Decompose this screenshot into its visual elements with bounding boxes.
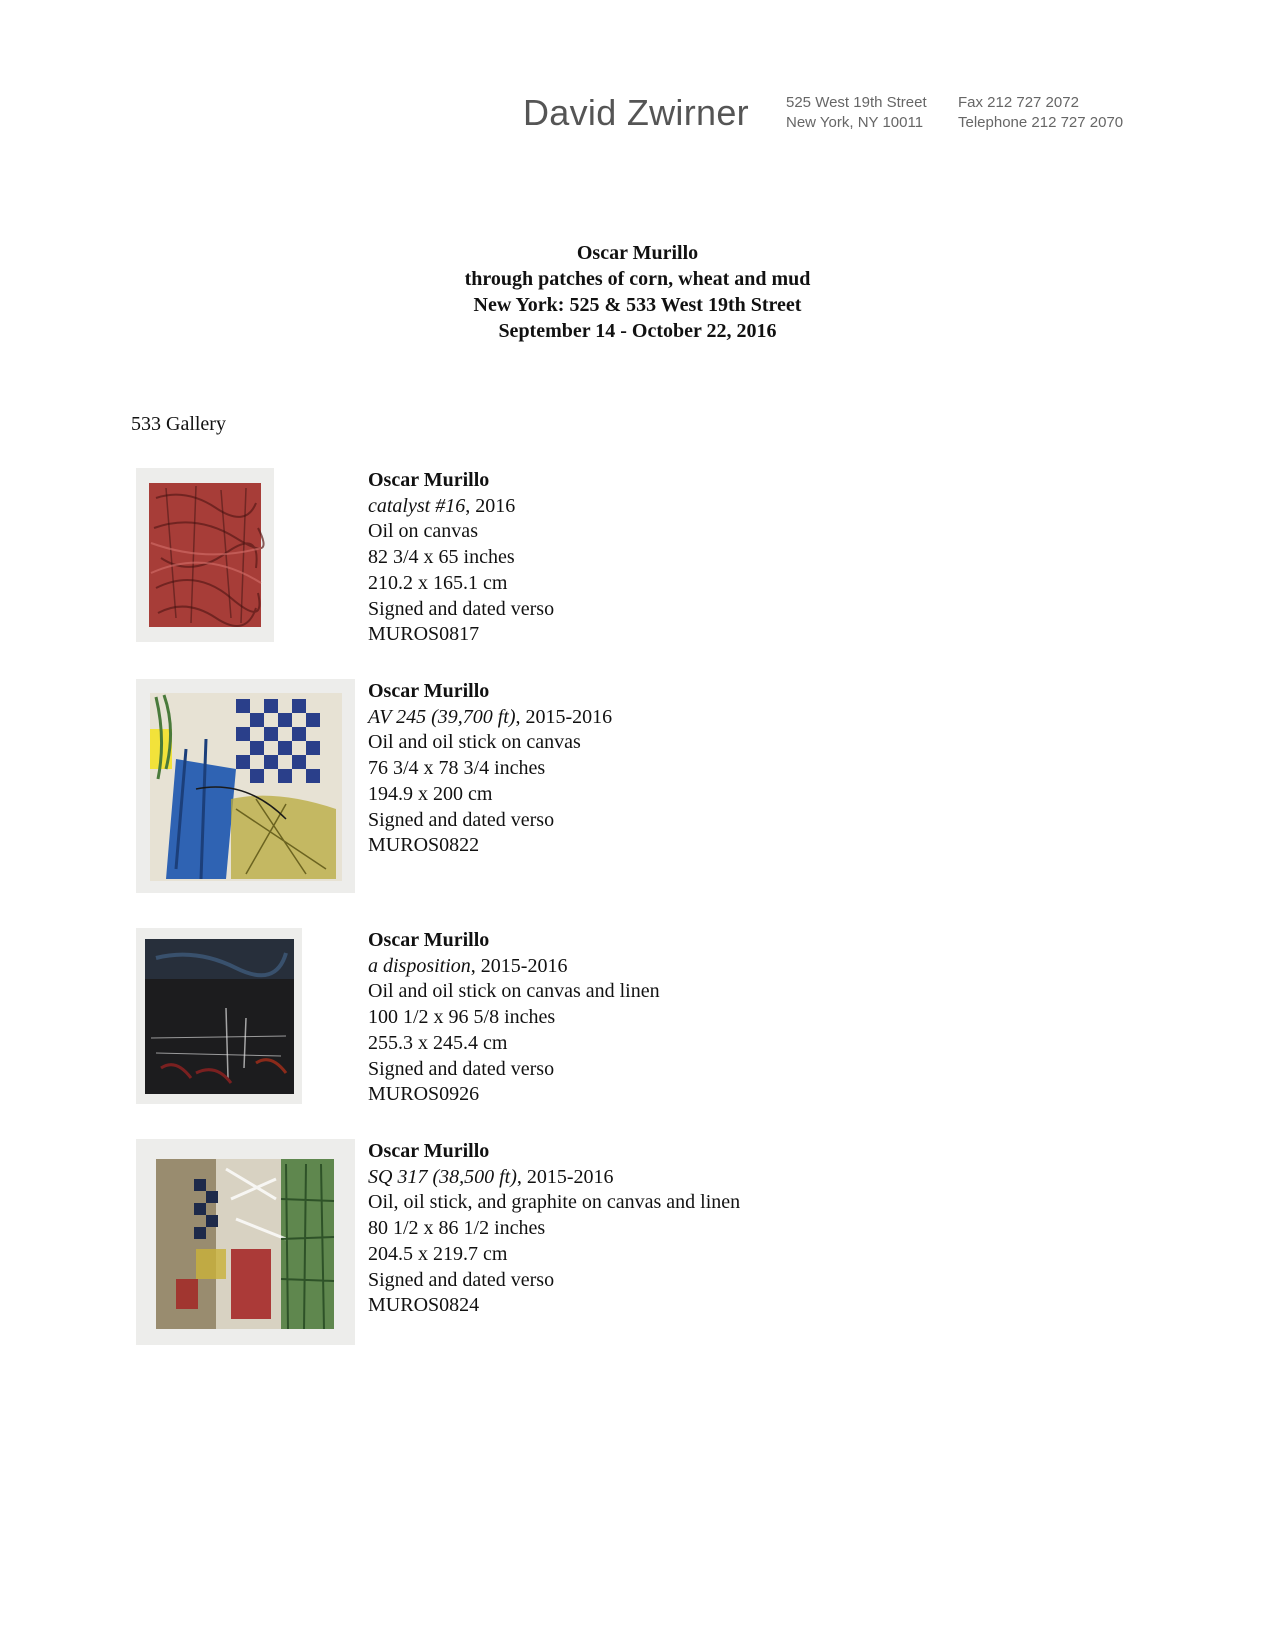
artwork-year: , 2016 bbox=[465, 494, 516, 517]
exhibition-venue: New York: 525 & 533 West 19th Street bbox=[473, 294, 802, 316]
artwork-medium: Oil and oil stick on canvas and linen bbox=[368, 980, 660, 1003]
artwork-artist: Oscar Murillo bbox=[368, 680, 490, 702]
artwork-inventory-number: MUROS0822 bbox=[368, 834, 480, 857]
artwork-image bbox=[136, 1139, 355, 1345]
gallery-contact bbox=[958, 93, 1123, 133]
artwork-artist: Oscar Murillo bbox=[368, 469, 490, 491]
artwork-image bbox=[136, 468, 274, 642]
artwork-inscription: Signed and dated verso bbox=[368, 1268, 555, 1291]
artwork-year: , 2015-2016 bbox=[516, 1165, 614, 1188]
artwork-dimensions-inches: 76 3/4 x 78 3/4 inches bbox=[368, 757, 546, 780]
artwork-details bbox=[368, 468, 554, 648]
artwork-medium: Oil on canvas bbox=[368, 520, 478, 543]
artwork-image bbox=[136, 928, 302, 1104]
artwork-image bbox=[136, 679, 355, 893]
exhibition-heading bbox=[0, 240, 1275, 344]
artwork-title: a disposition bbox=[368, 954, 471, 977]
artwork-inventory-number: MUROS0817 bbox=[368, 623, 480, 646]
artwork-details bbox=[368, 679, 612, 859]
artwork-medium: Oil and oil stick on canvas bbox=[368, 731, 581, 754]
artwork-dimensions-cm: 255.3 x 245.4 cm bbox=[368, 1031, 508, 1054]
artwork-artist: Oscar Murillo bbox=[368, 929, 490, 951]
artwork-details bbox=[368, 928, 660, 1108]
exhibition-dates: September 14 - October 22, 2016 bbox=[498, 320, 777, 342]
fax-number: Fax 212 727 2072 bbox=[958, 94, 1079, 111]
artwork-title-line bbox=[368, 1165, 740, 1191]
telephone-number: Telephone 212 727 2070 bbox=[958, 114, 1124, 131]
artwork-title-line bbox=[368, 494, 554, 520]
artwork-dimensions-inches: 100 1/2 x 96 5/8 inches bbox=[368, 1006, 556, 1029]
artwork-dimensions-cm: 204.5 x 219.7 cm bbox=[368, 1242, 508, 1265]
artwork-year: , 2015-2016 bbox=[515, 705, 613, 728]
gallery-address bbox=[786, 93, 927, 133]
artwork-title-line bbox=[368, 954, 660, 980]
artwork-medium: Oil, oil stick, and graphite on canvas and linen bbox=[368, 1191, 741, 1214]
artwork-title: SQ 317 (38,500 ft) bbox=[368, 1165, 517, 1188]
exhibition-artist: Oscar Murillo bbox=[576, 242, 699, 264]
exhibition-title: through patches of corn, wheat and mud bbox=[464, 268, 811, 290]
artwork-inventory-number: MUROS0926 bbox=[368, 1083, 480, 1106]
artwork-year: , 2015-2016 bbox=[470, 954, 568, 977]
artwork-inventory-number: MUROS0824 bbox=[368, 1294, 480, 1317]
artwork-title: catalyst #16 bbox=[368, 494, 466, 517]
artwork-dimensions-inches: 80 1/2 x 86 1/2 inches bbox=[368, 1217, 546, 1240]
letterhead bbox=[0, 90, 1275, 140]
gallery-label: 533 Gallery bbox=[131, 413, 226, 435]
artwork-inscription: Signed and dated verso bbox=[368, 808, 555, 831]
artwork-dimensions-cm: 194.9 x 200 cm bbox=[368, 782, 493, 805]
gallery-logo: David Zwirner bbox=[523, 92, 749, 133]
artwork-dimensions-cm: 210.2 x 165.1 cm bbox=[368, 571, 508, 594]
artwork-inscription: Signed and dated verso bbox=[368, 597, 555, 620]
artwork-inscription: Signed and dated verso bbox=[368, 1057, 555, 1080]
address-line-1: 525 West 19th Street bbox=[786, 94, 927, 111]
artwork-artist: Oscar Murillo bbox=[368, 1140, 490, 1162]
address-line-2: New York, NY 10011 bbox=[786, 114, 924, 131]
artwork-title: AV 245 (39,700 ft) bbox=[368, 705, 516, 728]
artwork-title-line bbox=[368, 705, 612, 731]
artwork-dimensions-inches: 82 3/4 x 65 inches bbox=[368, 546, 515, 569]
artwork-details bbox=[368, 1139, 740, 1319]
